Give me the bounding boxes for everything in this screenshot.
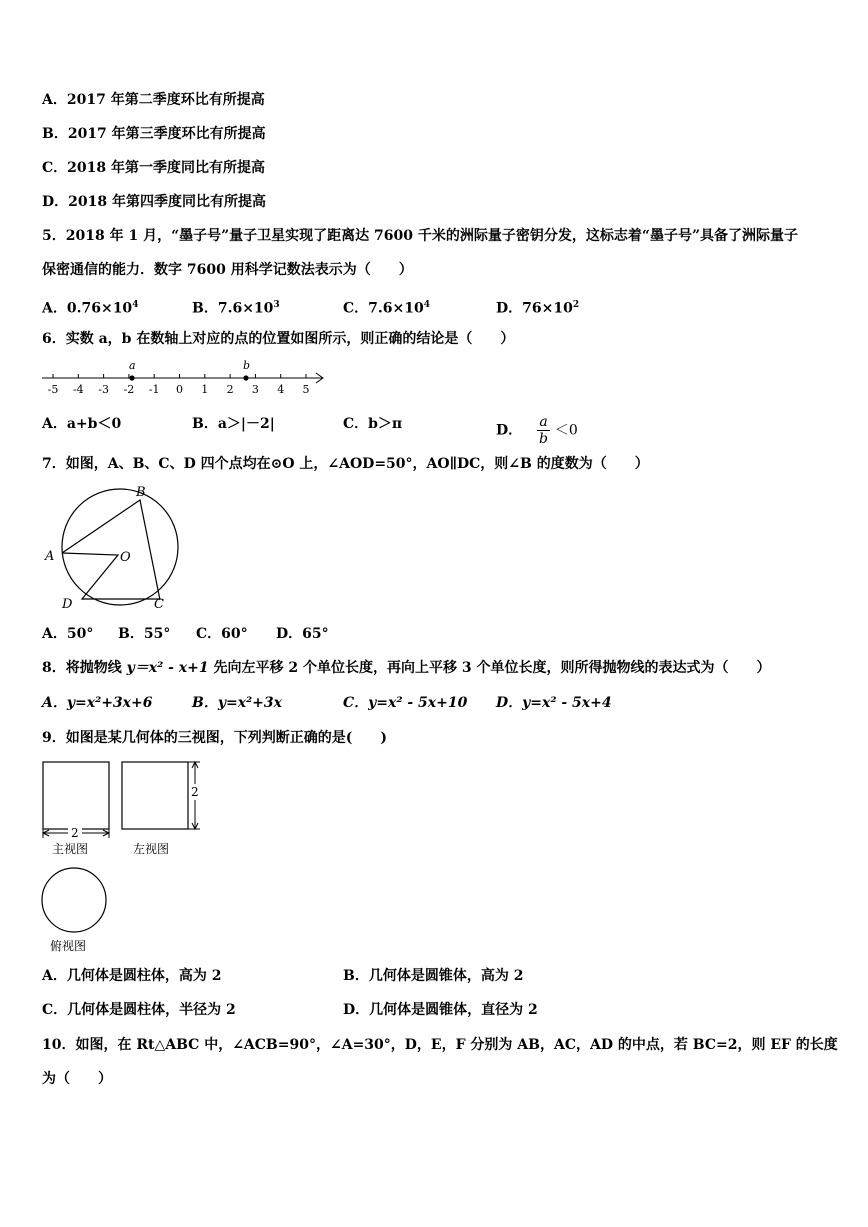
fraction-a-over-b: $\frac{a}{b}$ <box>539 414 548 447</box>
q5-stem-line1: 5．2018 年 1 月，“墨子号”量子卫星实现了距离达 7600 千米的洲际量子密钥分发，这标志着“墨子号”具备了洲际量子 <box>42 228 798 244</box>
number-line-tick-label: 1 <box>201 383 209 396</box>
number-line-tick-label: 0 <box>176 383 183 396</box>
label-c: C <box>154 597 164 612</box>
q5-option-d: D．$76\times 10^2$ <box>496 300 580 317</box>
q10-stem-line2: 为（ ） <box>42 1071 112 1087</box>
number-line-figure <box>40 356 330 398</box>
q7-option-d: D．65° <box>276 626 329 642</box>
q8-option-c: C．y=x² - 5x+10 <box>343 695 468 711</box>
number-line-tick-label: 5 <box>302 383 310 396</box>
number-line-tick-label: -4 <box>72 383 84 396</box>
q6-stem: 6．实数 a，b 在数轴上对应的点的位置如图所示，则正确的结论是（ ） <box>42 331 515 347</box>
q4-option-b: B．2017 年第三季度环比有所提高 <box>42 126 266 142</box>
q9-option-c: C．几何体是圆柱体，半径为 2 <box>42 1002 236 1018</box>
number-line-tick-label: -1 <box>148 383 160 396</box>
q6-option-b: B．a＞|－2| <box>192 416 275 432</box>
number-line-tick-label: 2 <box>226 383 234 396</box>
number-line-tick-label: -3 <box>98 383 109 396</box>
q4-option-a: A．2017 年第二季度环比有所提高 <box>42 92 265 108</box>
q8-option-d: D．y=x² - 5x+4 <box>496 695 612 711</box>
point-a-label: a <box>129 359 136 372</box>
label-b: B <box>136 485 146 500</box>
top-view-caption: 俯视图 <box>50 939 87 953</box>
q7-option-b: B．55° <box>118 626 171 642</box>
number-line-tick-label: -5 <box>47 383 59 396</box>
q7-option-a: A．50° <box>42 626 94 642</box>
left-view-height-label: 2 <box>191 785 199 799</box>
number-line-tick-label: 4 <box>277 383 285 396</box>
q7-option-c: C．60° <box>196 626 248 642</box>
label-d: D <box>62 597 73 612</box>
q9-stem: 9．如图是某几何体的三视图，下列判断正确的是( ) <box>42 730 387 746</box>
q4-option-c: C．2018 年第一季度同比有所提高 <box>42 160 265 176</box>
q6-option-d: D． $\frac{a}{b}$ ＜0 <box>496 414 578 447</box>
q9-option-d: D．几何体是圆锥体，直径为 2 <box>343 1002 538 1018</box>
front-view-width-label: 2 <box>71 826 79 840</box>
circle-figure <box>40 482 190 614</box>
q9-option-b: B．几何体是圆锥体，高为 2 <box>343 968 524 984</box>
q6-option-c: C．b＞π <box>343 416 403 432</box>
q6-option-a: A．a+b＜0 <box>42 416 122 432</box>
three-views-figure <box>38 758 208 842</box>
q5-option-b: B．$7.6\times 10^3$ <box>192 300 280 317</box>
q4-option-d: D．2018 年第四季度同比有所提高 <box>42 194 266 210</box>
label-o: O <box>120 550 131 565</box>
top-view-figure <box>40 866 110 936</box>
q5-option-a: A．$0.76\times 10^4$ <box>42 300 139 317</box>
number-line-tick-label: 3 <box>251 383 259 396</box>
front-view-caption: 主视图 <box>52 842 89 856</box>
q7-stem: 7．如图，A、B、C、D 四个点均在⊙O 上，∠AOD=50°，AO∥DC，则∠B 的度数为（ ） <box>42 456 649 472</box>
point-b-label: b <box>243 359 251 372</box>
q9-option-a: A．几何体是圆柱体，高为 2 <box>42 968 222 984</box>
q8-stem: 8．将抛物线 y＝x² - x+1 先向左平移 2 个单位长度，再向上平移 3 个单位长度，则所得抛物线的表达式为（ ） <box>42 660 771 676</box>
q8-option-b: B．y=x²+3x <box>192 695 282 711</box>
number-line-tick-label: -2 <box>123 383 135 396</box>
q5-option-c: C．$7.6\times 10^4$ <box>343 300 430 317</box>
q5-stem-line2: 保密通信的能力．数字 7600 用科学记数法表示为（ ） <box>42 262 413 278</box>
q10-stem-line1: 10．如图，在 Rt△ABC 中，∠ACB=90°，∠A=30°，D，E，F 分别为 AB，AC，AD 的中点，若 BC=2，则 EF 的长度 <box>42 1037 838 1053</box>
left-view-caption: 左视图 <box>133 842 170 856</box>
q8-option-a: A．y=x²+3x+6 <box>42 695 153 711</box>
label-a: A <box>45 549 55 564</box>
